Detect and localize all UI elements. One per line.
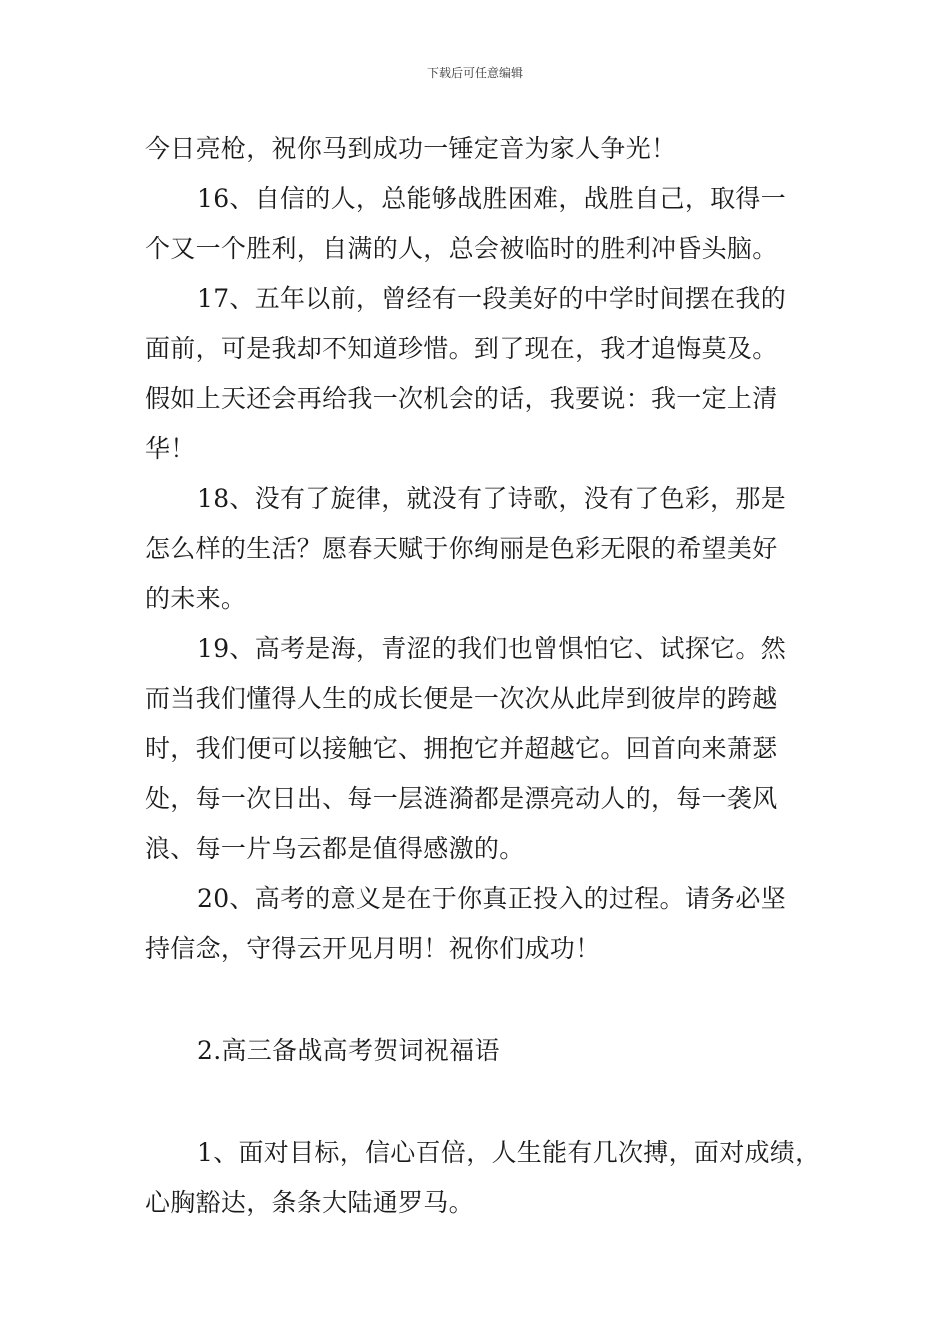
page-header: 下载后可任意编辑 bbox=[426, 66, 523, 80]
text-line: 而当我们懂得人生的成长便是一次次从此岸到彼岸的跨越 bbox=[145, 684, 778, 713]
text-line: 持信念，守得云开见月明！祝你们成功！ bbox=[145, 934, 601, 963]
text-line: 时，我们便可以接触它、拥抱它并超越它。回首向来萧瑟 bbox=[145, 734, 778, 763]
text-line: 18、没有了旋律，就没有了诗歌，没有了色彩，那是 bbox=[197, 484, 787, 513]
text-line: 假如上天还会再给我一次机会的话，我要说：我一定上清 bbox=[145, 384, 778, 413]
text-line: 怎么样的生活？愿春天赋于你绚丽是色彩无限的希望美好 bbox=[145, 534, 778, 563]
section-heading: 2.高三备战高考贺词祝福语 bbox=[197, 1036, 500, 1065]
text-line: 17、五年以前，曾经有一段美好的中学时间摆在我的 bbox=[197, 284, 787, 313]
text-line: 今日亮枪，祝你马到成功一锤定音为家人争光！ bbox=[145, 134, 677, 163]
document-body bbox=[145, 124, 825, 1228]
text-line: 16、自信的人，总能够战胜困难，战胜自己，取得一 bbox=[197, 184, 787, 213]
text-line: 1、面对目标，信心百倍，人生能有几次搏，面对成绩， bbox=[197, 1138, 821, 1167]
text-line: 的未来。 bbox=[145, 584, 247, 613]
text-line: 19、高考是海，青涩的我们也曾惧怕它、试探它。然 bbox=[197, 634, 787, 663]
spacer bbox=[145, 1076, 825, 1128]
spacer bbox=[145, 974, 825, 1026]
text-line: 20、高考的意义是在于你真正投入的过程。请务必坚 bbox=[197, 884, 787, 913]
text-line: 心胸豁达，条条大陆通罗马。 bbox=[145, 1188, 474, 1217]
text-line: 华！ bbox=[145, 434, 196, 463]
text-line: 浪、每一片乌云都是值得感激的。 bbox=[145, 834, 525, 863]
text-line: 面前，可是我却不知道珍惜。到了现在，我才追悔莫及。 bbox=[145, 334, 778, 363]
text-line: 个又一个胜利，自满的人，总会被临时的胜利冲昏头脑。 bbox=[145, 234, 778, 263]
text-line: 处，每一次日出、每一层涟漪都是漂亮动人的，每一袭风 bbox=[145, 784, 778, 813]
